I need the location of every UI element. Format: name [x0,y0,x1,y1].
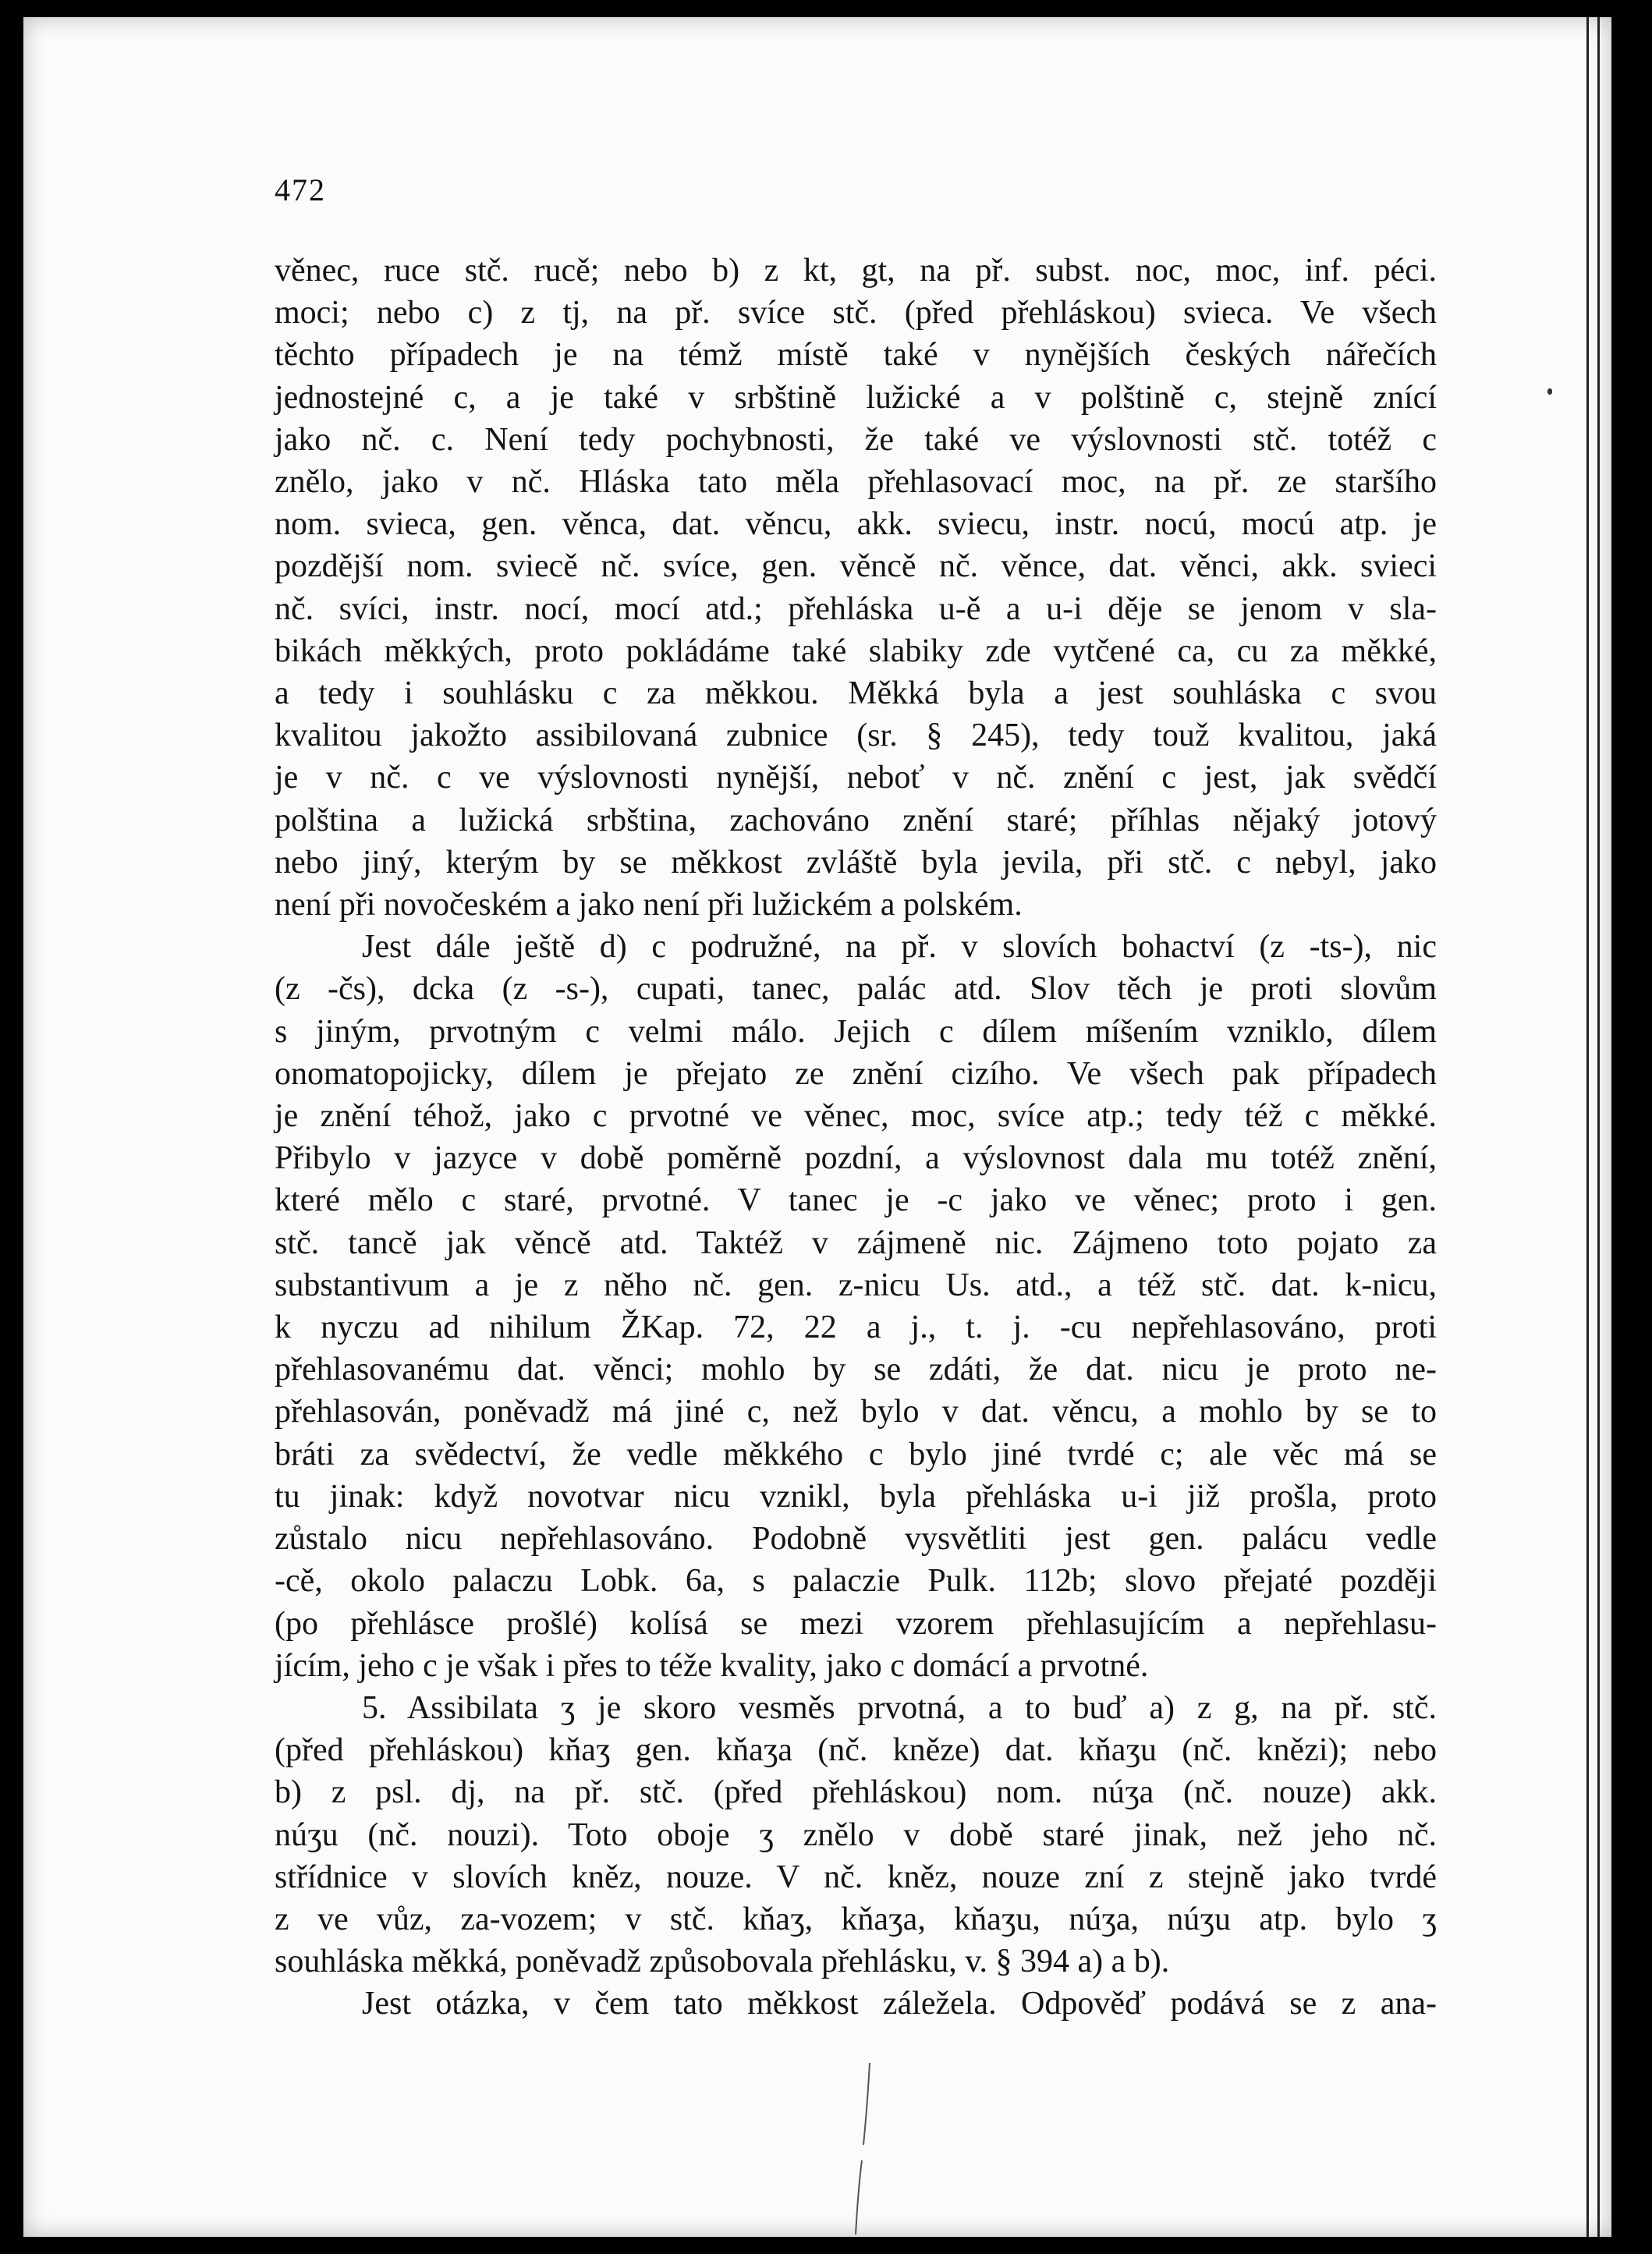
text-line: Přibylo v jazyce v době poměrně pozdní, a výslovnost dala mu totéž znění, [275,1140,1437,1177]
text-line: nč. svíci, instr. nocí, mocí atd.; přehláska u-ě a u-i děje se jenom v sla- [275,590,1437,627]
text-line: onomatopojicky, dílem je přejato ze znění cizího. Ve všech pak případech [275,1055,1437,1092]
body-text [275,250,1437,2025]
text-line: 5. Assibilata ʒ je skoro vesměs prvotná, a to buď a) z g, na př. stč. [362,1689,1437,1726]
text-line: substantivum a je z něho nč. gen. z-nicu Us. atd., a též stč. dat. k-nicu, [275,1267,1437,1303]
text-line: núʒu (nč. nouzi). Toto oboje ʒ znělo v době staré jinak, než jeho nč. [275,1816,1437,1853]
text-line: znělo, jako v nč. Hláska tato měla přehlasovací moc, na př. ze staršího [275,464,1437,501]
text-line: jako nč. c. Není tedy pochybnosti, že také ve výslovnosti stč. totéž c [275,421,1437,458]
page-edge-line [1586,17,1589,2237]
text-line: s jiným, prvotným c velmi málo. Jejich c dílem míšením vzniklo, dílem [275,1013,1437,1050]
text-line: je v nč. c ve výslovnosti nynější, neboť v nč. znění c jest, jak svědčí [275,760,1437,796]
text-line: těchto případech je na témž místě také v nynějších českých nářečích [275,337,1437,374]
text-line: (z -čs), dcka (z -s-), cupati, tanec, palác atd. Slov těch je proti slovům [275,971,1437,1008]
text-line: jícím, jeho c je však i přes to téže kvality, jako c domácí a prvotné. [275,1647,1149,1684]
text-line: kvalitou jakožto assibilovaná zubnice (sr. § 245), tedy touž kvalitou, jaká [275,718,1437,754]
text-line: nom. svieca, gen. věnca, dat. věncu, akk. sviecu, instr. nocú, mocú atp. je [275,506,1437,543]
text-line: je znění téhož, jako c prvotné ve věnec, moc, svíce atp.; tedy též c měkké. [275,1098,1437,1135]
text-line: b) z psl. dj, na př. stč. (před přehláskou) nom. núʒa (nč. nouze) akk. [275,1774,1437,1811]
text-line: není při novočeském a jako není při lužickém a polském. [275,887,1023,923]
text-line: věnec, ruce stč. rucě; nebo b) z kt, gt, na př. subst. noc, moc, inf. péci. [275,253,1437,289]
text-line: Jest otázka, v čem tato měkkost záležela. Odpověď podává se z ana- [362,1986,1437,2022]
text-line: (před přehláskou) kňaʒ gen. kňaʒa (nč. kněze) dat. kňaʒu (nč. knězi); nebo [275,1732,1437,1769]
page-edge-line [1597,17,1600,2237]
text-line: k nyczu ad nihilum ŽKap. 72, 22 a j., t. j. -cu nepřehlasováno, proti [275,1310,1437,1346]
text-line: přehlasován, poněvadž má jiné c, než bylo v dat. věncu, a mohlo by se to [275,1394,1437,1430]
text-line: jednostejné c, a je také v srbštině lužické a v polštině c, stejně znící [275,379,1437,416]
pencil-mark [846,2059,877,2238]
text-line: z ve vůz, za-vozem; v stč. kňaʒ, kňaʒa, kňaʒu, núʒa, núʒu atp. bylo ʒ [275,1901,1437,1937]
text-line: a tedy i souhlásku c za měkkou. Měkká byla a jest souhláska c svou [275,675,1437,712]
text-line: které mělo c staré, prvotné. V tanec je -c jako ve věnec; proto i gen. [275,1182,1437,1219]
text-line: přehlasovanému dat. věnci; mohlo by se zdáti, že dat. nicu je proto ne- [275,1352,1437,1388]
text-line: tu jinak: když novotvar nicu vznikl, byla přehláska u-i již prošla, proto [275,1478,1437,1515]
text-line: bráti za svědectví, že vedle měkkého c bylo jiné tvrdé c; ale věc má se [275,1436,1437,1473]
ink-speck [1547,388,1552,395]
text-line: -cě, okolo palaczu Lobk. 6a, s palaczie Pulk. 112b; slovo přejaté později [275,1563,1437,1600]
text-line: Jest dále ještě d) c podružné, na př. v slovích bohactví (z -ts-), nic [362,929,1437,966]
text-line: nebo jiný, kterým by se měkkost zvláště byla jevila, při stč. c nebyl, jako [275,844,1437,881]
text-line: polština a lužická srbština, zachováno znění staré; příhlas nějaký jotový [275,802,1437,838]
text-line: bikách měkkých, proto pokládáme také slabiky zde vytčené ca, cu za měkké, [275,633,1437,669]
text-line: (po přehlásce prošlé) kolísá se mezi vzorem přehlasujícím a nepřehlasu- [275,1605,1437,1642]
text-line: střídnice v slovích kněz, nouze. V nč. kněz, nouze zní z stejně jako tvrdé [275,1859,1437,1895]
page-number: 472 [275,172,326,207]
text-line: pozdější nom. sviecě nč. svíce, gen. věncě nč. věnce, dat. věnci, akk. svieci [275,548,1437,585]
text-line: zůstalo nicu nepřehlasováno. Podobně vysvětliti jest gen. palácu vedle [275,1521,1437,1558]
text-line: souhláska měkká, poněvadž způsobovala přehlásku, v. § 394 a) a b). [275,1944,1170,1980]
text-line: moci; nebo c) z tj, na př. svíce stč. (před přehláskou) svieca. Ve všech [275,295,1437,331]
text-line: stč. tancě jak věncě atd. Taktéž v zájmeně nic. Zájmeno toto pojato za [275,1224,1437,1261]
